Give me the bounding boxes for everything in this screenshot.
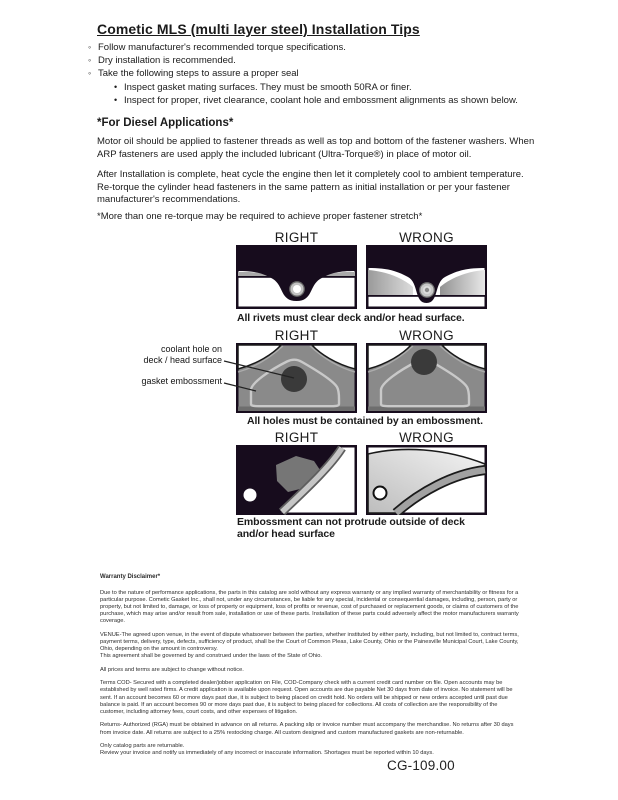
bolt-hole [374, 487, 387, 500]
list-item [88, 67, 548, 80]
legal-section [100, 574, 522, 764]
coolant-hole-annotation: coolant hole on deck / head surface [143, 344, 222, 365]
wrong-label: WRONG [399, 430, 454, 445]
diesel-paragraph-2: After Installation is complete, heat cycle the engine then let it completely cool to ambient temperature. Re-torque the cylinder head fasteners in the same pattern as initial installation or per your fastener manufacturer's recommendations. [97, 169, 524, 206]
bullet-icon [88, 67, 98, 80]
returns-paragraph: Returns- Authorized (RGA) must be obtained in advance on all returns. A packing slip or invoice number must accompany the merchandise. No returns after 30 days from invoice date. All returns are subject to a 25% restocking charge. All custom designed and custom manufactured gaskets are non-returnable. [100, 722, 514, 736]
prices-paragraph: All prices and terms are subject to change without notice. [100, 666, 244, 673]
list-item [88, 41, 548, 54]
right-label: RIGHT [274, 230, 319, 245]
bullet-icon [88, 41, 98, 54]
tip-text: Follow manufacturer's recommended torque specifications. [98, 42, 346, 53]
coolant-hole-wrong-diagram [366, 343, 487, 413]
governing-law-paragraph: This agreement shall be governed by and construed under the laws of the State of Ohio. [100, 653, 322, 659]
row1-caption: All rivets must clear deck and/or head surface. [237, 312, 465, 324]
terms-paragraph: Terms COD- Secured with a completed dealer/jobber application on File, COD-Company check with a current credit card number on file. Open accounts may be established by well rated firms. A credit application is available upon request. Open accounts are due payable Net 30 days from date of invoice. No statement will be sent. If an account becomes 60 or more days past due, it is subject to being placed on credit hold. No orders will be shipped or new orders accepted until past due balance is paid. If an account becomes 90 or more days past due, it is subject to being placed for collections. All costs of collection are the responsibility of the customer, including attorney fees, court costs, and other expenses of litigation. [100, 680, 513, 715]
venue-paragraph: VENUE-The agreed upon venue, in the event of dispute whatsoever between the parties, whether instituted by either party, including, but not limited to, contract terms, payment terms, delivery, type, defects, sufficiency of product, shall be the Court of Common Pleas, Lake County, Ohio or the Painesville Municipal Court, Lake County, Ohio, depending on the amount in controversy. [100, 631, 519, 652]
bullet-icon [88, 54, 98, 67]
right-label: RIGHT [274, 430, 319, 445]
diesel-paragraph-1: Motor oil should be applied to fastener threads as well as top and bottom of the fastener washers. When ARP fasteners are used apply the included lubricant (Ultra-Torque®) in place of motor oil. [97, 136, 535, 160]
tip-text: Dry installation is recommended. [98, 55, 236, 67]
warranty-disclaimer-heading: Warranty Disclaimer* [100, 574, 161, 580]
tip-text: Inspect for proper, rivet clearance, coolant hole and embossment alignments as shown below. [124, 94, 518, 106]
review-invoice-paragraph: Review your invoice and notify us immediately of any incorrect or inaccurate information. Shortages must be reported within 10 days. [100, 750, 434, 757]
coolant-hole [411, 349, 437, 375]
wrong-label: WRONG [399, 230, 454, 245]
bullet-icon [114, 81, 124, 94]
gasket-embossment-annotation: gasket embossment [141, 376, 222, 386]
bullet-icon [114, 94, 124, 107]
returnable-paragraph: Only catalog parts are returnable. [100, 743, 185, 750]
list-item [88, 54, 548, 67]
rivet-clearance-right-diagram [236, 245, 357, 309]
warranty-paragraph: Due to the nature of performance applications, the parts in this catalog are sold without any express warranty or any implied warranty of merchantability or fitness for a particular purpose. Cometic Gasket Inc., shall not, under any circumstances, be liable for any special, incidental or consequential damages, including, person, party or property, but not limited to, damage, or loss of property or equipment, loss of profits or revenue, cost of purchased or replacement goods, or claims of customers of the purchase, which may arise and/or result from sale, installation or use of these parts. Installation of these parts could adversely affect the motor manufacturers warranty coverage. [100, 589, 519, 624]
wrong-label: WRONG [399, 328, 454, 343]
embossment-protrusion-right-diagram [236, 445, 357, 515]
list-item [88, 81, 548, 94]
installation-tips-list [88, 41, 548, 107]
list-item [88, 94, 548, 107]
bolt-hole [244, 489, 257, 502]
tip-text: Take the following steps to assure a proper seal [98, 68, 299, 80]
row2-caption: All holes must be contained by an embossment. [247, 415, 483, 427]
embossment-protrusion-wrong-diagram [366, 445, 487, 515]
page-number: CG-109.00 [387, 758, 455, 773]
right-label: RIGHT [274, 328, 319, 343]
tip-text: Inspect gasket mating surfaces. They must be smooth 50RA or finer. [124, 81, 412, 93]
page-title: Cometic MLS (multi layer steel) Installation Tips [97, 21, 420, 37]
rivet-clearance-wrong-diagram [366, 245, 487, 309]
row3-caption: Embossment can not protrude outside of deck and/or head surface [237, 516, 465, 540]
diesel-section-heading: *For Diesel Applications* [97, 117, 234, 129]
annotation-leader-lines [218, 352, 308, 400]
retorque-note: *More than one re-torque may be required to achieve proper fastener stretch* [97, 211, 423, 222]
